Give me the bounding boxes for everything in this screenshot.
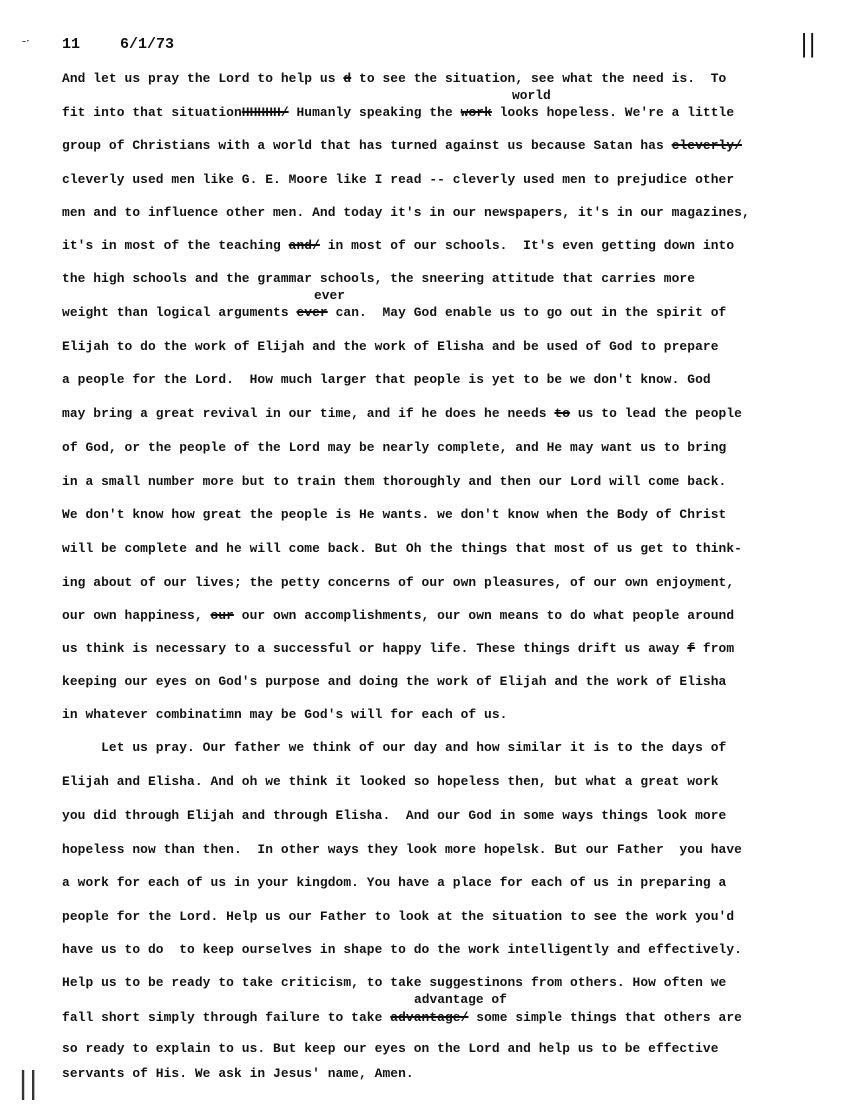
text-line — [62, 507, 726, 523]
text-line — [62, 740, 726, 756]
text-line — [62, 440, 726, 456]
line-text: us to lead the people — [570, 406, 742, 421]
line-text: fit into that situation — [62, 105, 242, 120]
line-text: looks hopeless. We're a little — [491, 105, 735, 120]
text-line — [62, 339, 719, 355]
line-text: people for the Lord. Help us our Father to look at the situation to see the work you'd — [62, 909, 735, 924]
line-text: have us to do to keep ourselves in shape to do the work intelligently and effectively. — [62, 942, 742, 957]
page-date: 6/1/73 — [120, 36, 175, 53]
struck-text: advantage/ — [390, 1010, 469, 1025]
interlinear-word-world: world — [512, 88, 551, 103]
line-text: Let us pray. Our father we think of our day and how similar it is to the days of — [62, 740, 727, 755]
text-line — [62, 71, 726, 87]
line-text: in whatever combinatimn may be God's will for each of us. — [62, 707, 508, 722]
line-text: Help us to be ready to take criticism, to take suggestinons from others. How often we — [62, 975, 727, 990]
line-text: a work for each of us in your kingdom. You have a place for each of us in preparing a — [62, 875, 727, 890]
line-text: And let us pray the Lord to help us — [62, 71, 344, 86]
line-text: us think is necessary to a successful or happy life. These things drift us away — [62, 641, 688, 656]
struck-text: f — [687, 641, 696, 656]
line-text: the high schools and the grammar schools, the sneering attitude that carries more — [62, 271, 696, 286]
text-line — [62, 875, 726, 891]
text-line — [62, 975, 726, 991]
struck-text: to — [554, 406, 571, 421]
text-line — [62, 305, 726, 321]
text-line — [62, 172, 734, 188]
struck-text: cleverly/ — [671, 138, 742, 153]
line-text: to see the situation, see what the need is. To — [351, 71, 727, 86]
line-text: will be complete and he will come back. But Oh the things that most of us get to think- — [62, 541, 742, 556]
line-text: We don't know how great the people is He wants. we don't know when the Body of Christ — [62, 507, 727, 522]
text-line — [62, 674, 726, 690]
line-text: a people for the Lord. How much larger that people is yet to be we don't know. God — [62, 372, 711, 387]
line-text: you did through Elijah and through Elisha. And our God in some ways things look more — [62, 808, 727, 823]
text-line — [62, 808, 726, 824]
line-text: Humanly speaking the — [288, 105, 461, 120]
text-line — [62, 641, 734, 657]
line-text: Elijah and Elisha. And oh we think it looked so hopeless then, but what a great work — [62, 774, 719, 789]
interlinear-word-ever: ever — [314, 288, 345, 303]
text-line — [62, 942, 742, 958]
text-line — [62, 774, 719, 790]
line-text: fall short simply through failure to take — [62, 1010, 391, 1025]
text-line — [62, 1066, 414, 1082]
line-text: group of Christians with a world that has turned against us because Satan has — [62, 138, 672, 153]
text-line — [62, 238, 734, 254]
line-text: in a small number more but to train them thoroughly and then our Lord will come back. — [62, 474, 727, 489]
text-line — [62, 1041, 719, 1057]
text-line — [62, 541, 742, 557]
line-text: from — [695, 641, 735, 656]
text-line — [62, 138, 742, 154]
interlinear-word-advantage-of: advantage of — [414, 992, 507, 1007]
left-margin-mark: || — [18, 1066, 39, 1101]
line-text: can. May God enable us to go out in the spirit of — [327, 305, 727, 320]
struck-text: our — [210, 608, 234, 623]
corner-page-mark: || — [800, 30, 817, 58]
text-line — [62, 474, 726, 490]
struck-text: HHHHH/ — [241, 105, 289, 120]
line-text: weight than logical arguments — [62, 305, 297, 320]
text-line — [62, 842, 742, 858]
struck-text: d — [343, 71, 352, 86]
line-text: so ready to explain to us. But keep our eyes on the Lord and help us to be effective — [62, 1041, 719, 1056]
line-text: servants of His. We ask in Jesus' name, Amen. — [62, 1066, 414, 1081]
line-text: of God, or the people of the Lord may be nearly complete, and He may want us to bring — [62, 440, 727, 455]
line-text: our own accomplishments, our own means to do what people around — [233, 608, 735, 623]
text-line — [62, 105, 734, 121]
struck-text: work — [460, 105, 492, 120]
struck-text: and/ — [288, 238, 320, 253]
text-line — [62, 575, 734, 591]
line-text: Elijah to do the work of Elijah and the work of Elisha and be used of God to prepare — [62, 339, 719, 354]
text-line — [62, 271, 695, 287]
text-line — [62, 608, 734, 624]
text-line — [62, 909, 734, 925]
line-text: cleverly used men like G. E. Moore like I read -- cleverly used men to prejudice other — [62, 172, 735, 187]
page-code: 11 — [62, 36, 81, 53]
text-line — [62, 205, 750, 221]
text-line — [62, 1010, 742, 1026]
line-text: ing about of our lives; the petty concerns of our own pleasures, of our own enjoyment, — [62, 575, 735, 590]
line-text: it's in most of the teaching — [62, 238, 289, 253]
line-text: some simple things that others are — [468, 1010, 742, 1025]
text-line — [62, 406, 742, 422]
corner-tick-mark: -· — [22, 34, 30, 48]
text-line — [62, 707, 508, 723]
struck-text: ever — [296, 305, 328, 320]
text-line — [62, 372, 711, 388]
line-text: keeping our eyes on God's purpose and doing the work of Elijah and the work of Elisha — [62, 674, 727, 689]
line-text: our own happiness, — [62, 608, 211, 623]
line-text: hopeless now than then. In other ways they look more hopelsk. But our Father you have — [62, 842, 742, 857]
line-text: in most of our schools. It's even getting down into — [319, 238, 735, 253]
line-text: men and to influence other men. And today it's in our newspapers, it's in our magazines, — [62, 205, 750, 220]
line-text: may bring a great revival in our time, and if he does he needs — [62, 406, 555, 421]
